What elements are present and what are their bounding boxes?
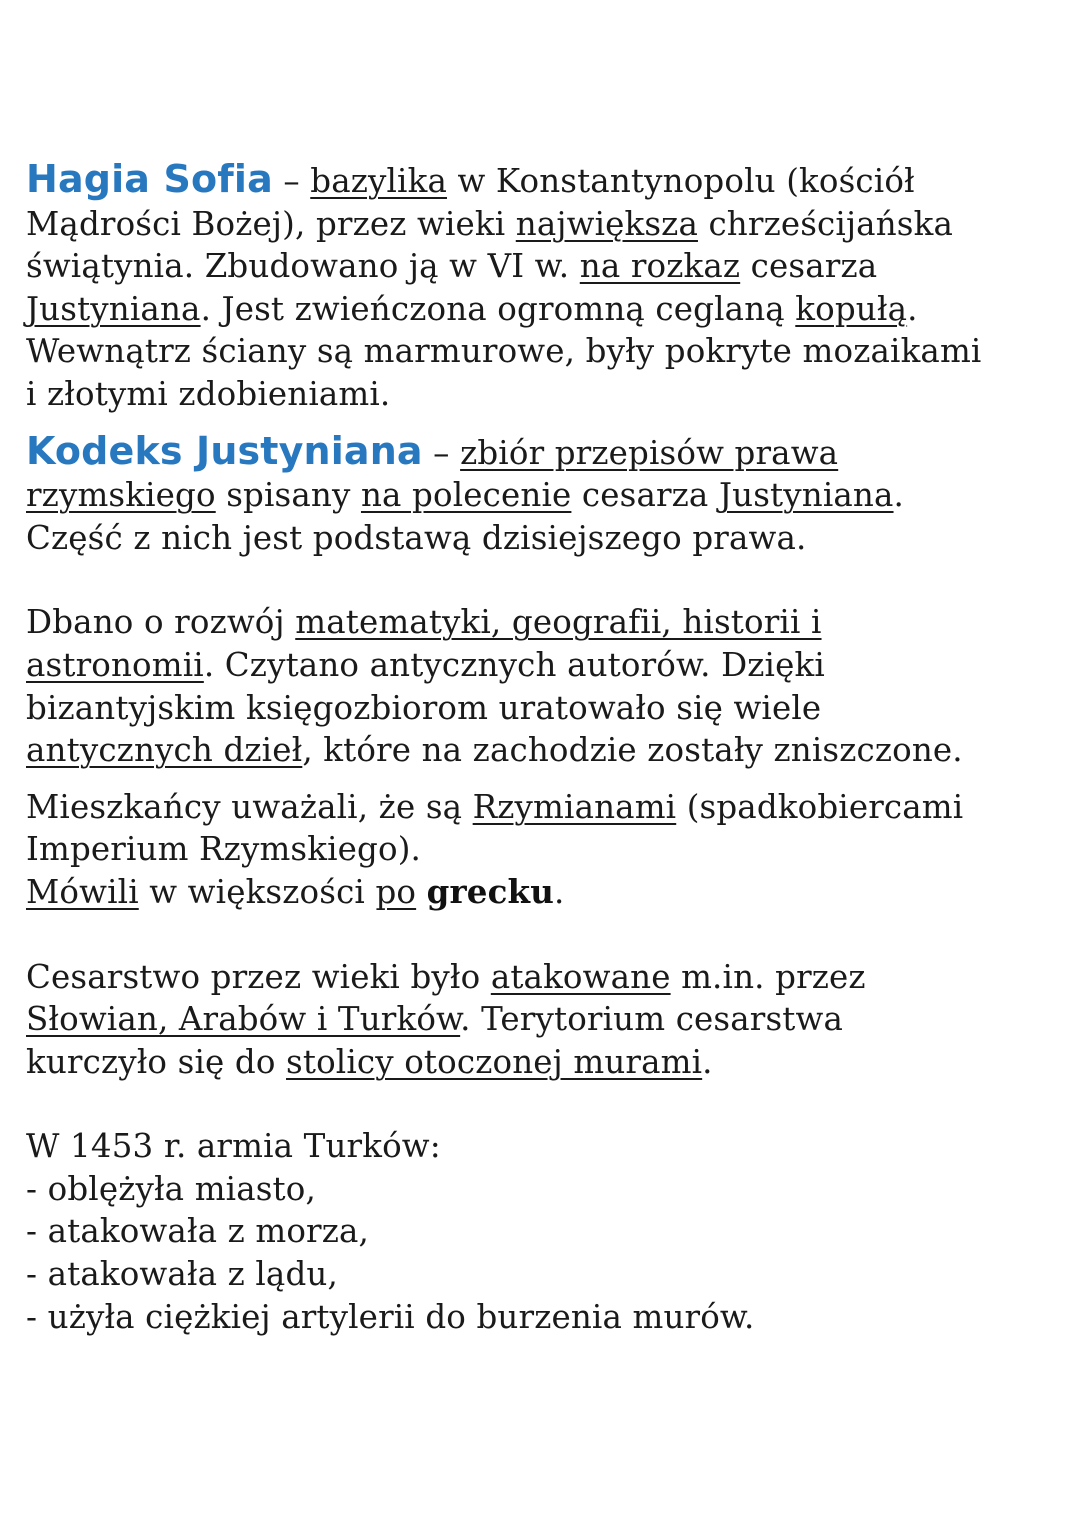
text: . [893,476,905,515]
line [26,871,1066,914]
underlined-text: Justyniana [718,476,894,515]
underlined-text: bazylika [310,162,447,200]
text: Mądrości Bożej), przez wieki [26,204,516,243]
line [26,430,1066,475]
underlined-text: stolicy otoczonej murami [286,1042,703,1081]
text: cesarza [740,247,878,286]
text [416,873,426,911]
line [26,601,1066,644]
line [26,956,1066,999]
paragraph-mieszkancy [26,786,1066,914]
underlined-text: Mówili [26,872,139,911]
text: – [272,162,311,200]
line [26,998,1066,1041]
underlined-text: zbiór przepisów prawa [460,433,839,472]
text: . [553,872,565,911]
term-kodeks-justyniana: Kodeks Justyniana [26,428,423,473]
list-item: - atakowała z morza, [26,1212,370,1251]
line [26,288,1066,331]
line [26,474,1066,517]
text: , które na zachodzie zostały zniszczone. [302,731,963,770]
text: kurczyło się do [26,1042,287,1081]
paragraph-cesarstwo [26,956,1066,1084]
underlined-text: Słowian, Arabów i Turków [26,1000,461,1039]
document-page [26,158,1066,1338]
underlined-text: kopułą [795,289,908,328]
text: Mieszkańcy uważali, że są [26,787,473,826]
underlined-text: matematyki, geografii, historii i [295,603,822,642]
text: . [702,1042,713,1081]
text: w Konstantynopolu (kościół [446,162,915,200]
line: Wewnątrz ściany są marmurowe, były pokryte mozaikami [26,332,982,371]
list-intro: W 1453 r. armia Turków: [26,1127,441,1166]
underlined-text: antycznych dzieł [26,731,303,770]
paragraph-hagia-sofia [26,158,1066,416]
line [26,1041,1066,1084]
paragraph-kodeks-justyniana [26,430,1066,560]
text: m.in. przez [670,957,866,996]
text: . Jest zwieńczona ogromną ceglaną [200,289,796,328]
text: – [422,433,461,472]
line [26,245,1066,288]
text: Cesarstwo przez wieki było [26,957,491,996]
term-hagia-sofia: Hagia Sofia [26,157,273,201]
line [26,644,1066,687]
underlined-text: Rzymianami [472,787,677,826]
spacer [26,416,1066,430]
spacer [26,1083,1066,1125]
underlined-text: na rozkaz [579,247,741,286]
line: Imperium Rzymskiego). [26,830,422,869]
paragraph-upadek [26,1125,1066,1338]
text: (spadkobiercami [676,787,964,826]
underlined-text: rzymskiego [26,476,216,515]
spacer [26,914,1066,956]
text: w większości [138,872,376,911]
text: chrześcijańska [697,204,953,243]
paragraph-nauka [26,601,1066,771]
underlined-text: na polecenie [360,476,572,515]
bold-text: grecku [426,871,554,911]
line: Część z nich jest podstawą dzisiejszego prawa. [26,518,807,557]
text: spisany [215,476,361,515]
line [26,158,1066,203]
text: . Terytorium cesarstwa [460,1000,843,1039]
text: cesarza [571,476,719,515]
underlined-text: największa [515,204,698,243]
spacer [26,772,1066,786]
line [26,729,1066,772]
spacer [26,559,1066,601]
text: . Czytano antycznych autorów. Dzięki [203,645,825,684]
list-item: - oblężyła miasto, [26,1169,316,1208]
underlined-text: po [375,872,417,911]
list-item: - atakowała z lądu, [26,1255,338,1294]
line [26,786,1066,829]
line [26,203,1066,246]
underlined-text: astronomii [26,645,204,684]
underlined-text: Justyniana [26,289,201,328]
text: Dbano o rozwój [26,603,296,642]
text: . [907,289,918,328]
line: i złotymi zdobieniami. [26,374,391,413]
underlined-text: atakowane [490,957,671,996]
list-item: - użyła ciężkiej artylerii do burzenia murów. [26,1297,755,1336]
line: bizantyjskim księgozbiorom uratowało się wiele [26,688,822,727]
text: świątynia. Zbudowano ją w VI w. [26,247,580,286]
